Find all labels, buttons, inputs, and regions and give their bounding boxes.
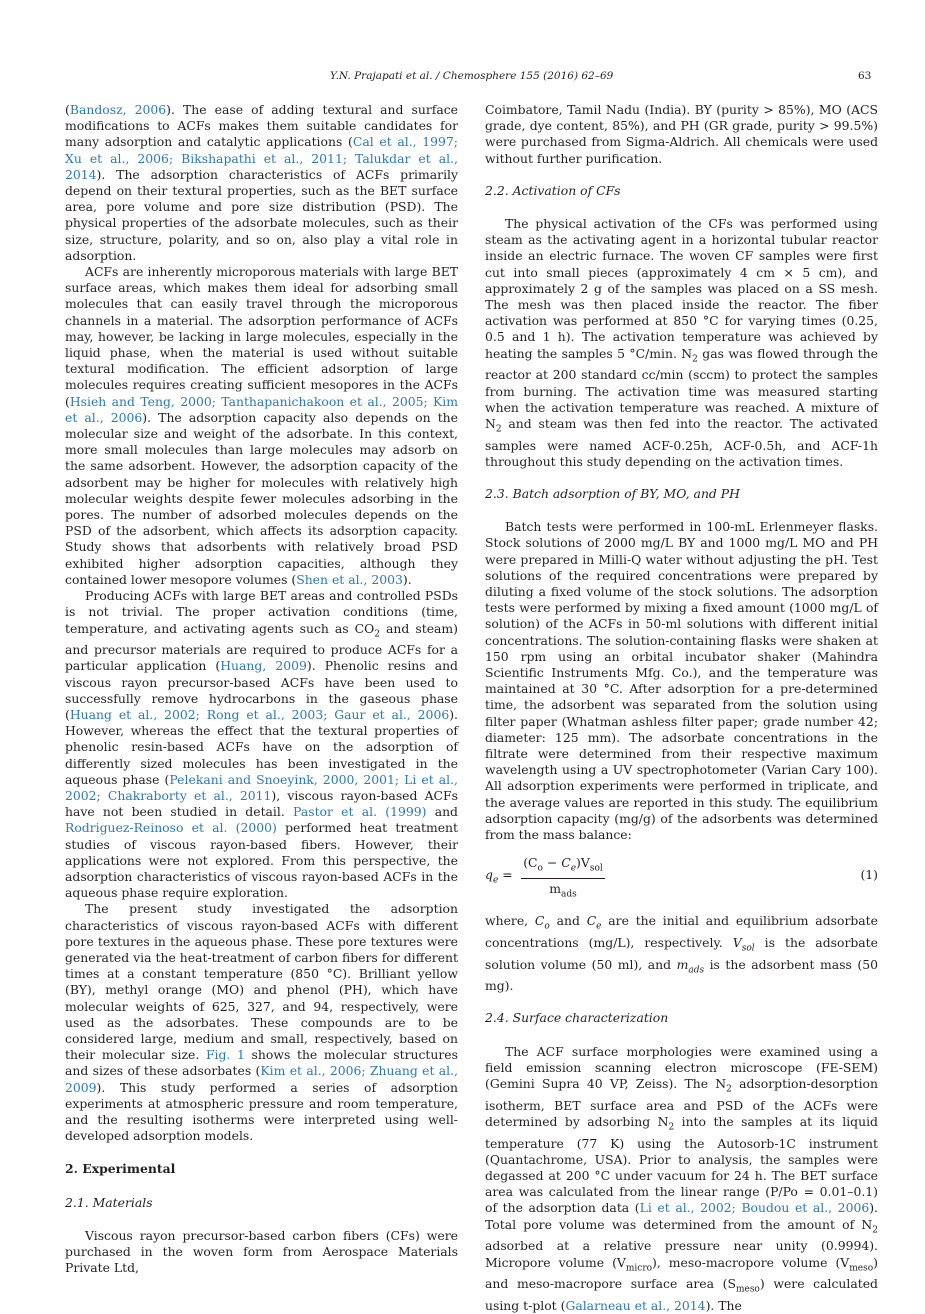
citation-link[interactable]: Huang, 2009 xyxy=(220,658,307,674)
subsection-heading: 2.1. Materials xyxy=(65,1194,153,1210)
equation xyxy=(485,855,878,901)
citation-link[interactable]: Pastor et al. (1999) xyxy=(293,804,427,820)
paragraph: Producing ACFs with large BET areas and controlled PSDs is not trivial. The proper activation conditions (time, temperature, and activating agents such as $CO_2$ and steam) and precursor materials are required to produce ACFs for a particular application (Huang, 2009). Phenolic resins and viscous rayon precursor-based ACFs have been used to successfully remove hydrocarbons in the gaseous phase (Huang et al., 2002; Rong et al., 2003; Gaur et al., 2006). However, whereas the effect that the textural properties of phenolic resin-based ACFs have on the adsorption of differently sized molecules has been investigated in the aqueous phase (Pelekani and Snoeyink, 2000, 2001; Li et al., 2002; Chakraborty et al., 2011), viscous rayon-based ACFs have not been studied in detail. Pastor et al. (1999) and Rodriguez-Reinoso et al. (2000) performed heat treatment studies of viscous rayon-based fibers. However, their applications were not explored. From this perspective, the adsorption characteristics of viscous rayon-based ACFs in the aqueous phase require exploration. xyxy=(65,588,458,901)
right-column xyxy=(485,102,878,1314)
citation-link[interactable]: Kim et al., 2006; Zhuang et al., 2009 xyxy=(65,1063,458,1095)
section-heading: 2. Experimental xyxy=(65,1161,176,1177)
paragraph: Viscous rayon precursor-based carbon fibers (CFs) were purchased in the woven form from Aerospace Materials Private Ltd, xyxy=(65,1227,458,1276)
equation-denominator: $m_{ads}$ xyxy=(549,880,577,900)
citation-link[interactable]: Rodriguez-Reinoso et al. (2000) xyxy=(65,820,277,836)
equation-numerator: $(C_o - C_e)V_{sol}$ xyxy=(521,855,605,879)
page-number: 63 xyxy=(858,70,872,82)
citation-link[interactable]: Galarneau et al., 2014 xyxy=(565,1297,706,1313)
paragraph: where, $C_o$ and $C_e$ are the initial and equilibrium adsorbate concentrations (mg/L), respectively. $V_{sol}$ is the adsorbate solution volume (50 ml), and $m_{ads}$ is the adsorbent mass (50 mg). xyxy=(485,913,878,994)
figure-link[interactable]: Fig. 1 xyxy=(205,1047,245,1063)
citation-link[interactable]: Shen et al., 2003 xyxy=(296,571,403,587)
citation-link[interactable]: Huang et al., 2002; Rong et al., 2003; Gaur et al., 2006 xyxy=(69,706,450,722)
paragraph: The ACF surface morphologies were examined using a field emission scanning electron microscope (FE-SEM) (Gemini Supra 40 VP, Zeiss). The $N_2$ adsorption-desorption isotherm, BET surface area and PSD of the ACFs were determined by adsorbing $N_2$ into the samples at its liquid temperature (77 K) using the Autosorb-1C instrument (Quantachrome, USA). Prior to analysis, the samples were degassed at 200 °C under vacuum for 24 h. The BET surface area was calculated from the linear range (P/Po = 0.01–0.1) of the adsorption data (Li et al., 2002; Boudou et al., 2006). Total pore volume was determined from the amount of $N_2$ adsorbed at a relative pressure near unity (0.9994). Micropore volume $(V_{micro})$, meso-macropore volume $(V_{meso})$ and meso-macropore surface area $(S_{meso})$ were calculated using t-plot (Galarneau et al., 2014). The xyxy=(485,1043,878,1313)
citation-link[interactable]: Cal et al., 1997; Xu et al., 2006; Bikshapathi et al., 2011; Talukdar et al., 2014 xyxy=(65,134,458,182)
subsection-heading: 2.2. Activation of CFs xyxy=(485,182,621,198)
equation-number: (1) xyxy=(860,867,878,883)
equation-fraction xyxy=(521,855,605,902)
paragraph: Batch tests were performed in 100-mL Erlenmeyer flasks. Stock solutions of 2000 mg/L BY and 1000 mg/L MO and PH were prepared in Milli-Q water without adjusting the pH. Test solutions of the required concentrations were prepared by diluting a fixed volume of the stock solutions. The adsorption tests were performed by mixing a fixed amount (1000 mg/L of solution) of the ACFs in 50-ml solutions with different initial concentrations. The solution-containing flasks were shaken at 150 rpm using an orbital incubator shaker (Mahindra Scientific Instruments Mfg. Co.), and the temperature was maintained at 30 °C. After adsorption for a pre-determined time, the adsorbent was separated from the solution using filter paper (Whatman ashless filter paper; grade number 42; diameter: 125 mm). The adsorbate concentrations in the filtrate were determined from their respective maximum wavelength using a UV spectrophotometer (Varian Cary 100). All adsorption experiments were performed in triplicate, and the average values are reported in this study. The equilibrium adsorption capacity (mg/g) of the adsorbents was determined from the mass balance: xyxy=(485,519,878,843)
citation-link[interactable]: Bandosz, 2006 xyxy=(69,102,167,117)
paragraph: The present study investigated the adsorption characteristics of viscous rayon-based ACFs with different pore textures in the aqueous phase. These pore textures were generated via the heat-treatment of carbon fibers for different times at a constant temperature (850 °C). Brilliant yellow (BY), methyl orange (MO) and phenol (PH), which have molecular weights of 625, 327, and 94, respectively, were used as the adsorbates. These compounds are to be considered large, medium and small, respectively, based on their molecular size. Fig. 1 shows the molecular structures and sizes of these adsorbates (Kim et al., 2006; Zhuang et al., 2009). This study performed a series of adsorption experiments at atmospheric pressure and room temperature, and the resulting isotherms were interpreted using well-developed adsorption models. xyxy=(65,901,458,1144)
journal-citation: Y.N. Prajapati et al. / Chemosphere 155 (2016) 62–69 xyxy=(330,70,614,82)
left-column xyxy=(65,102,458,1276)
equation-lhs: $q_e$ = xyxy=(485,867,513,886)
paragraph: Coimbatore, Tamil Nadu (India). BY (purity > 85%), MO (ACS grade, dye content, 85%), and PH (GR grade, purity > 99.5%) were purchased from Sigma-Aldrich. All chemicals were used without further purification. xyxy=(485,102,878,166)
paragraph: The physical activation of the CFs was performed using steam as the activating agent in a horizontal tubular reactor inside an electric furnace. The woven CF samples were first cut into small pieces (approximately 4 cm × 5 cm), and approximately 2 g of the samples was placed on a SS mesh. The mesh was then placed inside the reactor. The fiber activation was performed at 850 °C for varying times (0.25, 0.5 and 1 h). The activation temperature was achieved by heating the samples 5 °C/min. $N_2$ gas was flowed through the reactor at 200 standard cc/min (sccm) to protect the samples from burning. The activation time was measured starting when the activation temperature was reached. A mixture of $N_2$ and steam was then fed into the reactor. The activated samples were named ACF-0.25h, ACF-0.5h, and ACF-1h throughout this study depending on the activation times. xyxy=(485,216,878,469)
citation-link[interactable]: Li et al., 2002; Boudou et al., 2006 xyxy=(639,1200,870,1216)
subsection-heading: 2.3. Batch adsorption of BY, MO, and PH xyxy=(485,486,740,501)
citation-link[interactable]: Pelekani and Snoeyink, 2000, 2001; Li et al., 2002; Chakraborty et al., 2011 xyxy=(65,771,458,803)
paragraph: ACFs are inherently microporous materials with large BET surface areas, which makes them ideal for adsorbing small molecules that can easily travel through the microporous channels in a material. The adsorption performance of ACFs may, however, be lacking in large molecules, especially in the liquid phase, when the material is used without suitable textural modification. The efficient adsorption of large molecules requires creating sufficient mesopores in the ACFs (Hsieh and Teng, 2000; Tanthapanichakoon et al., 2005; Kim et al., 2006). The adsorption capacity also depends on the molecular size and weight of the adsorbate. In this context, more small molecules than large molecules may adsorb on the same adsorbent. However, the adsorption capacity of the adsorbent may be higher for molecules with relatively high molecular weights despite fewer molecules adsorbing in the pores. The number of adsorbed molecules depends on the PSD of the adsorbent, which affects its adsorption capacity. Study shows that adsorbents with relatively broad PSD exhibited higher adsorption capacities, although they contained lower mesopore volumes (Shen et al., 2003). xyxy=(65,264,458,587)
citation-link[interactable]: Hsieh and Teng, 2000; Tanthapanichakoon et al., 2005; Kim et al., 2006 xyxy=(65,393,458,425)
subsection-heading: 2.4. Surface characterization xyxy=(485,1010,669,1026)
paragraph: (Bandosz, 2006). The ease of adding textural and surface modifications to ACFs makes them suitable candidates for many adsorption and catalytic applications (Cal et al., 1997; Xu et al., 2006; Bikshapathi et al., 2011; Talukdar et al., 2014). The adsorption characteristics of ACFs primarily depend on their textural properties, such as the BET surface area, pore volume and pore size distribution (PSD). The physical properties of the adsorbate molecules, such as their size, structure, polarity, and so on, also play a vital role in adsorption. xyxy=(65,102,458,263)
